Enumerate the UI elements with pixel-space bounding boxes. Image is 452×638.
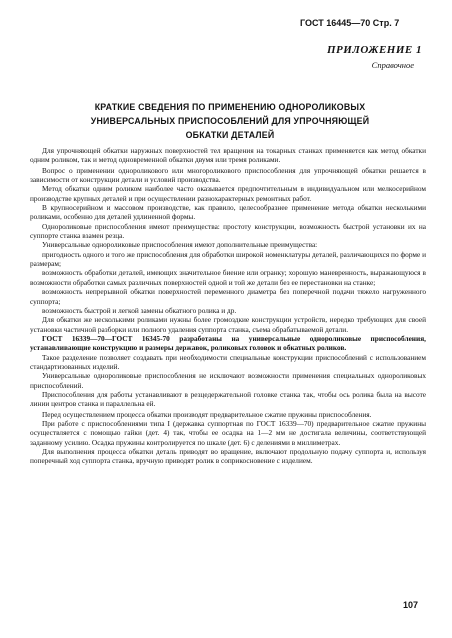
paragraph: При работе с приспособлениями типа I (державка суппортная по ГОСТ 16339—70) предварительное сжатие пружины осуществляется с помощью гайки (дет. 4) так, чтобы ее осадка на 1—2 мм не достигала величины, соответствующей заданному усилию. Осадка пружины контролируется по шкале (дет. 6) с делениями в миллиметрах.	[30, 418, 426, 447]
paragraph: Универсальные однороликовые приспособления не исключают возможности применения специальных однороликовых приспособлений.	[30, 371, 426, 390]
appendix-label: ПРИЛОЖЕНИЕ 1	[326, 44, 422, 56]
paragraph: Перед осуществлением процесса обкатки производят предварительное сжатие пружины приспособления.	[42, 409, 372, 419]
paragraph: Вопрос о применении однороликового или многороликового приспособления для упрочняющей обкатки решается в зависимости от конструкции детали и условий производства.	[30, 165, 426, 185]
paragraph: пригодность одного и того же приспособления для обработки широкой номенклатуры деталей, различающихся по форме и размерам;	[30, 249, 426, 269]
paragraph: Приспособления для работы устанавливают в резцедержательной головке станка так, чтобы ось ролика была на высоте линии центров станка и параллельна ей.	[30, 389, 426, 409]
paragraph: Для упрочняющей обкатки наружных поверхностей тел вращения на токарных станках применяется как метод обкатки одним роликом, так и метод одновременной обкатки двумя или тремя роликами.	[30, 146, 426, 165]
title-line: УНИВЕРСАЛЬНЫХ ПРИСПОСОБЛЕНИЙ ДЛЯ УПРОЧНЯЮЩЕЙ	[90, 116, 370, 126]
paragraph: Такое разделение позволяет создавать при необходимости специальные конструкции приспособлений с использованием стандартизованных изделий.	[30, 352, 426, 371]
title-line: КРАТКИЕ СВЕДЕНИЯ ПО ПРИМЕНЕНИЮ ОДНОРОЛИКОВЫХ	[94, 102, 366, 112]
paragraph: Для обкатки же несколькими роликами нужны более громоздкие конструкции устройств, нередко требующих для своей установки частичной разборки или полного удаления суппорта станка, съема обрабатываемой детали.	[30, 315, 426, 334]
paragraph: Метод обкатки одним роликом наиболее часто оказывается предпочтительным в индивидуальном или мелкосерийном производстве крупных деталей и при осуществлении разнохарактерных ремонтных работ.	[30, 184, 426, 203]
paragraph: возможность обработки деталей, имеющих значительное биение или огранку; хорошую маневренность, выражающуюся в возможности обработки самых различных поверхностей одной и той же детали без ее перестановки на станке;	[30, 268, 426, 287]
section-title	[60, 100, 400, 142]
body-text	[30, 146, 426, 466]
appendix-reference-note: Справочное	[371, 60, 414, 70]
paragraph: Для выполнения процесса обкатки деталь приводят во вращение, включают продольную подачу суппорта и, используя поперечный ход суппорта станка, вручную приводят ролик в соприкосновение с изделием.	[30, 447, 426, 466]
paragraph: ГОСТ 16339—70—ГОСТ 16345-70 разработаны на универсальные однороликовые приспособления, устанавливающие конструкцию и размеры державок, роликовых головок и обкатных роликов.	[30, 333, 426, 353]
paragraph: Однороликовые приспособления имеют преимущества: простоту конструкции, возможность быстрой установки их на суппорте станка взамен резца.	[30, 221, 426, 241]
paragraph: возможность быстрой и легкой замены обкатного ролика и др.	[42, 305, 237, 315]
page-number: 107	[402, 600, 418, 610]
paragraph: Универсальные однороликовые приспособления имеют дополнительные преимущества:	[42, 240, 318, 250]
paragraph: В крупносерийном и массовом производстве, как правило, целесообразнее применение метода обкатки несколькими роликами, особенно для деталей удлиненной формы.	[30, 203, 426, 222]
paragraph: возможность непрерывной обкатки поверхностей переменного диаметра без поперечной подачи тяжело нагруженного суппорта;	[30, 287, 426, 306]
title-line: ОБКАТКИ ДЕТАЛЕЙ	[185, 130, 275, 140]
page-header: ГОСТ 16445—70 Стр. 7	[300, 18, 400, 28]
